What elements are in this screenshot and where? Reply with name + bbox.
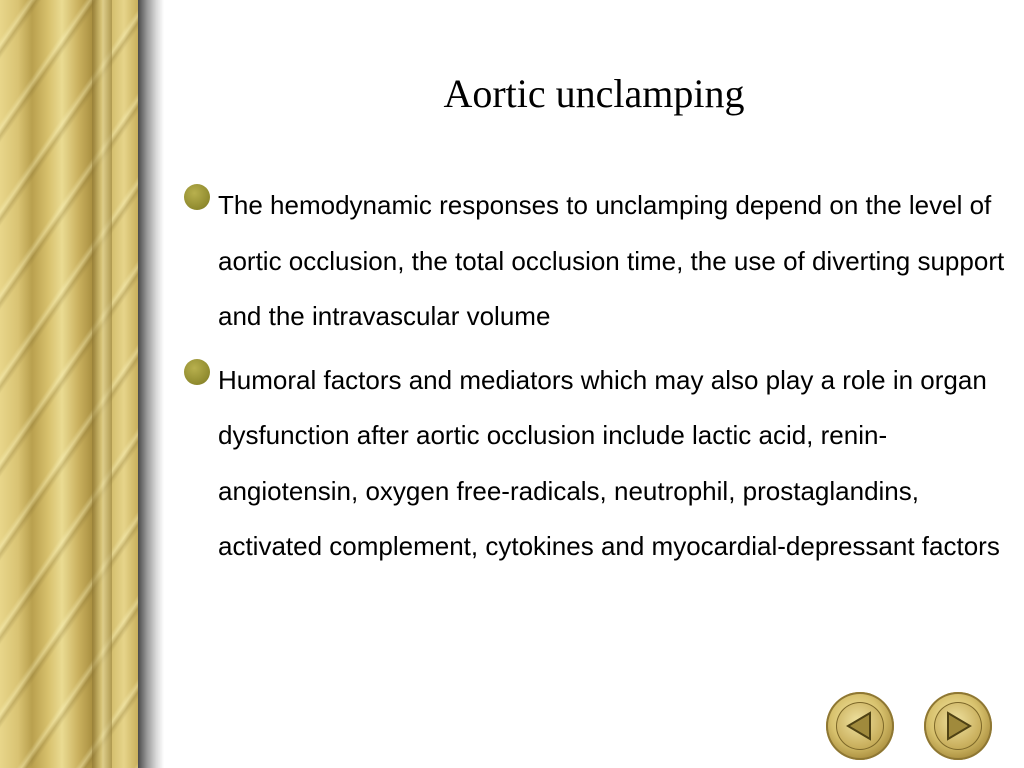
bullet-item <box>180 353 1010 575</box>
bullet-dot-icon <box>184 359 210 385</box>
decorative-rod <box>92 0 112 768</box>
bullet-item <box>180 178 1010 345</box>
next-slide-button[interactable] <box>924 692 992 760</box>
slide-title: Aortic unclamping <box>443 71 745 116</box>
side-panel-shadow <box>138 0 164 768</box>
bullet-dot-icon <box>184 184 210 210</box>
previous-slide-button[interactable] <box>826 692 894 760</box>
triangle-left-icon <box>826 692 894 760</box>
triangle-right-icon <box>924 692 992 760</box>
decorative-side-panel <box>0 0 138 768</box>
bullet-text: The hemodynamic responses to unclamping depend on the level of aortic occlusion, the total occlusion time, the use of diverting support and the intravascular volume <box>218 190 1005 331</box>
bullet-list <box>180 178 1010 583</box>
bullet-text: Humoral factors and mediators which may also play a role in organ dysfunction after aortic occlusion include lactic acid, renin-angiotensin, oxygen free-radicals, neutrophil, prostaglandins, activated complement, cytokines and myocardial-depressant factors <box>218 364 1000 561</box>
